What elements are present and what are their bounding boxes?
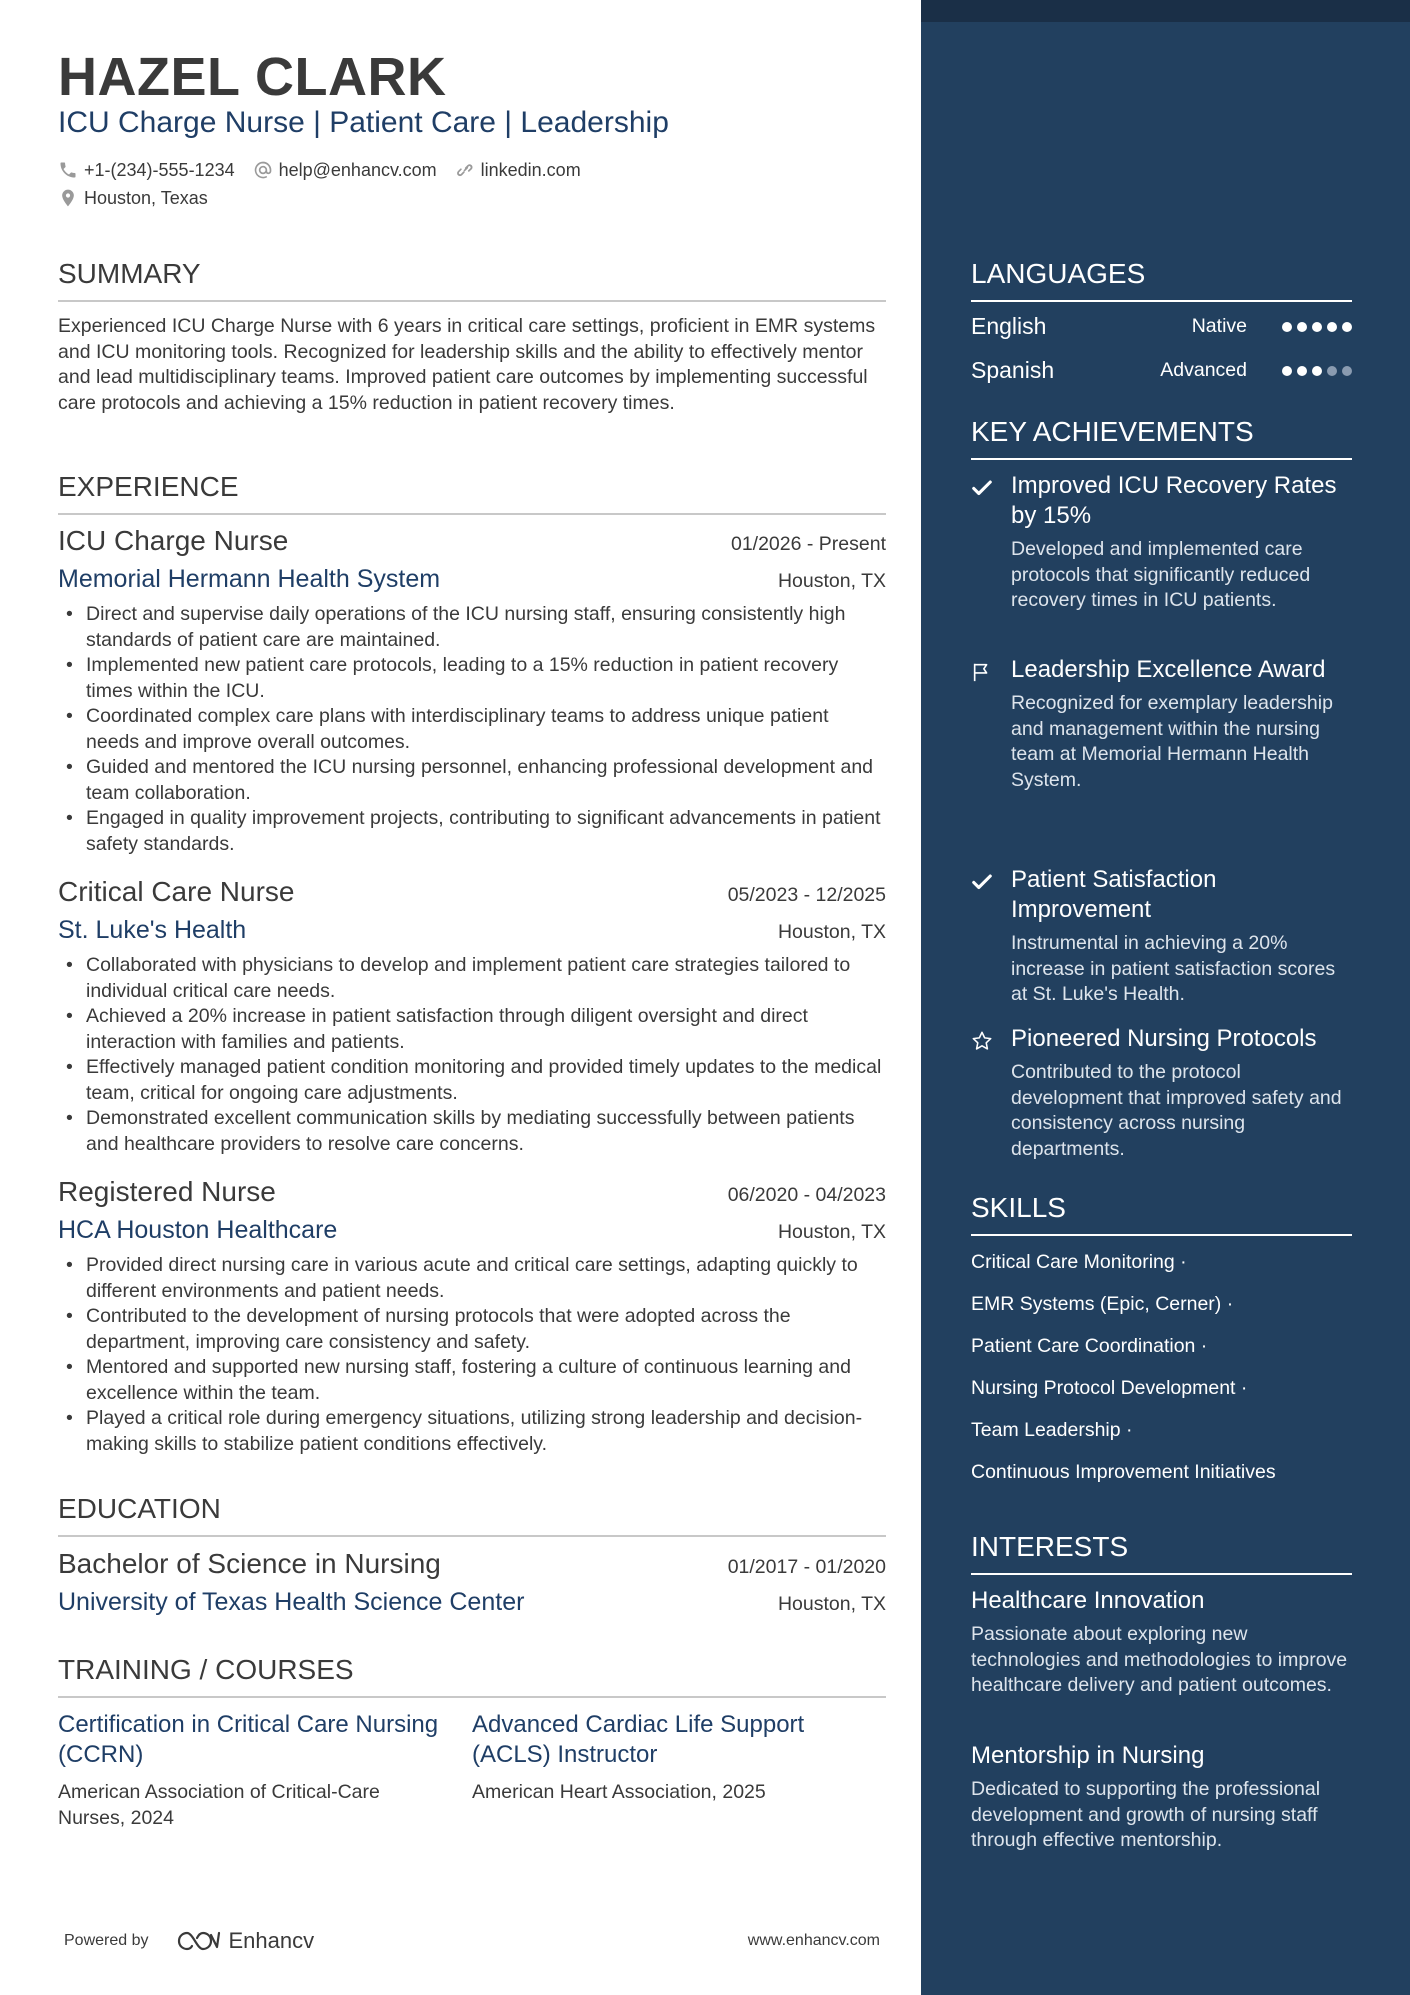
proficiency-dots <box>1277 366 1352 376</box>
sidebar-top-strip <box>921 0 1410 22</box>
flag-icon <box>971 661 993 683</box>
proficiency-dot-filled <box>1327 322 1337 332</box>
achievement-item <box>971 655 1352 793</box>
job-title: ICU Charge Nurse <box>58 525 289 556</box>
location-contact <box>58 188 208 209</box>
school-name: University of Texas Health Science Center <box>58 1588 525 1616</box>
achievement-title: Leadership Excellence Award <box>1011 656 1326 683</box>
job-bullet: • Direct and supervise daily operations of the ICU nursing staff, ensuring consistently high standards of patient care are maintained. <box>58 602 886 653</box>
skill-item: Critical Care Monitoring · <box>971 1251 1187 1273</box>
proficiency-dot-filled <box>1282 322 1292 332</box>
interest-title: Healthcare Innovation <box>971 1587 1205 1614</box>
brand-name: Enhancv <box>228 1928 315 1953</box>
location-text: Houston, Texas <box>84 187 208 208</box>
course-org: American Association of Critical-Care Nurses, 2024 <box>58 1781 380 1829</box>
job-bullet: • Mentored and supported new nursing staff, fostering a culture of continuous learning and excellence within the team. <box>58 1355 886 1406</box>
achievement-title: Improved ICU Recovery Rates by 15% <box>1011 472 1337 529</box>
job-bullet: • Guided and mentored the ICU nursing personnel, enhancing professional development and team collaboration. <box>58 755 886 806</box>
interest-desc: Passionate about exploring new technologies and methodologies to improve healthcare delivery and patient outcomes. <box>971 1623 1348 1696</box>
job-bullets <box>58 602 886 857</box>
job-dates: 01/2026 - Present <box>730 533 886 555</box>
course-org: American Heart Association, 2025 <box>472 1781 766 1803</box>
skill-item: Team Leadership · <box>971 1419 1133 1441</box>
phone-icon <box>58 160 78 180</box>
training-heading: TRAINING / COURSES <box>58 1654 886 1698</box>
achievement-item <box>971 1024 1352 1162</box>
languages-heading: LANGUAGES <box>971 258 1352 302</box>
brand-logo[interactable] <box>175 1928 315 1954</box>
language-level: Native <box>1191 315 1247 337</box>
course-item <box>472 1710 886 1831</box>
job-company: Memorial Hermann Health System <box>58 565 441 593</box>
email-text: help@enhancv.com <box>278 159 437 180</box>
job-title: Registered Nurse <box>58 1176 276 1207</box>
interest-item <box>971 1741 1352 1854</box>
email-contact[interactable] <box>253 160 437 181</box>
phone-contact[interactable] <box>58 160 235 181</box>
proficiency-dot-empty <box>1342 366 1352 376</box>
language-level: Advanced <box>1160 359 1247 381</box>
skill-item: Continuous Improvement Initiatives <box>971 1461 1276 1483</box>
job-bullet: • Engaged in quality improvement projects, contributing to significant advancements in patient safety standards. <box>58 806 886 857</box>
location-pin-icon <box>58 188 78 208</box>
enhancv-logo-icon <box>175 1929 221 1953</box>
sidebar <box>921 0 1410 1995</box>
proficiency-dots <box>1277 322 1352 332</box>
job-entry <box>58 1176 886 1457</box>
star-icon <box>971 1030 993 1052</box>
contact-info <box>58 158 898 214</box>
powered-by-label: Powered by <box>64 1932 149 1949</box>
job-bullet: • Contributed to the development of nursing protocols that were adopted across the department, improving care consistency and safety. <box>58 1304 886 1355</box>
job-bullet: • Collaborated with physicians to develop and implement patient care strategies tailored to individual critical care needs. <box>58 953 886 1004</box>
job-bullet: • Achieved a 20% increase in patient satisfaction through diligent oversight and direct interaction with families and patients. <box>58 1004 886 1055</box>
achievement-desc: Recognized for exemplary leadership and management within the nursing team at Memorial Hermann Health System. <box>1011 692 1333 791</box>
job-company: HCA Houston Healthcare <box>58 1216 338 1244</box>
summary-heading: SUMMARY <box>58 258 886 302</box>
job-location: Houston, TX <box>777 921 886 943</box>
job-company: St. Luke's Health <box>58 916 247 944</box>
language-name: Spanish <box>971 357 1055 383</box>
proficiency-dot-filled <box>1282 366 1292 376</box>
job-bullet: • Played a critical role during emergency situations, utilizing strong leadership and decision-making skills to stabilize patient conditions effectively. <box>58 1406 886 1457</box>
job-location: Houston, TX <box>777 1221 886 1243</box>
job-bullets <box>58 953 886 1157</box>
linkedin-text: linkedin.com <box>480 159 581 180</box>
job-location: Houston, TX <box>777 570 886 592</box>
interest-item <box>971 1586 1352 1699</box>
interest-title: Mentorship in Nursing <box>971 1742 1205 1769</box>
link-icon <box>455 160 475 180</box>
proficiency-dot-filled <box>1297 366 1307 376</box>
job-bullet: • Effectively managed patient condition monitoring and provided timely updates to the medical team, critical for ongoing care adjustments. <box>58 1055 886 1106</box>
job-dates: 06/2020 - 04/2023 <box>727 1184 886 1206</box>
language-item <box>971 357 1352 384</box>
skill-item: Nursing Protocol Development · <box>971 1377 1248 1399</box>
degree-title: Bachelor of Science in Nursing <box>58 1548 441 1579</box>
interests-heading: INTERESTS <box>971 1531 1352 1575</box>
proficiency-dot-filled <box>1312 366 1322 376</box>
proficiency-dot-empty <box>1327 366 1337 376</box>
achievement-title: Pioneered Nursing Protocols <box>1011 1025 1317 1052</box>
achievement-title: Patient Satisfaction Improvement <box>1011 866 1217 923</box>
course-list <box>58 1710 886 1831</box>
job-bullet: • Coordinated complex care plans with interdisciplinary teams to address unique patient needs and improve overall outcomes. <box>58 704 886 755</box>
course-title: Advanced Cardiac Life Support (ACLS) Instructor <box>472 1711 805 1768</box>
skills-list <box>971 1247 1352 1499</box>
course-item <box>58 1710 472 1831</box>
school-location: Houston, TX <box>777 1593 886 1615</box>
skill-item: EMR Systems (Epic, Cerner) · <box>971 1293 1234 1315</box>
proficiency-dot-filled <box>1312 322 1322 332</box>
skills-heading: SKILLS <box>971 1192 1352 1236</box>
check-icon <box>971 477 993 499</box>
achievement-item <box>971 865 1352 1008</box>
linkedin-contact[interactable] <box>455 160 581 181</box>
experience-heading: EXPERIENCE <box>58 471 886 515</box>
check-icon <box>971 871 993 893</box>
course-title: Certification in Critical Care Nursing (CCRN) <box>58 1711 439 1768</box>
job-dates: 05/2023 - 12/2025 <box>727 884 886 906</box>
skill-item: Patient Care Coordination · <box>971 1335 1208 1357</box>
job-entry <box>58 525 886 857</box>
website-link[interactable]: www.enhancv.com <box>747 1932 880 1949</box>
candidate-name: HAZEL CLARK <box>58 47 447 107</box>
education-heading: EDUCATION <box>58 1493 886 1537</box>
achievement-item <box>971 471 1352 614</box>
job-title: Critical Care Nurse <box>58 876 295 907</box>
footer <box>64 1928 880 1954</box>
language-name: English <box>971 313 1047 339</box>
achievement-desc: Developed and implemented care protocols that significantly reduced recovery times in ICU patients. <box>1011 538 1311 611</box>
interest-desc: Dedicated to supporting the professional development and growth of nursing staff through effective mentorship. <box>971 1778 1321 1851</box>
proficiency-dot-filled <box>1297 322 1307 332</box>
phone-text: +1-(234)-555-1234 <box>84 159 235 180</box>
job-bullet: • Provided direct nursing care in various acute and critical care settings, adapting quickly to different environments and patient needs. <box>58 1253 886 1304</box>
achievement-desc: Contributed to the protocol development that improved safety and consistency across nursing departments. <box>1011 1061 1342 1160</box>
achievements-heading: KEY ACHIEVEMENTS <box>971 416 1352 460</box>
education-dates: 01/2017 - 01/2020 <box>727 1556 886 1578</box>
education-entry <box>58 1548 886 1617</box>
achievement-desc: Instrumental in achieving a 20% increase in patient satisfaction scores at St. Luke's Health. <box>1011 932 1336 1005</box>
job-bullets <box>58 1253 886 1457</box>
at-icon <box>253 160 273 180</box>
job-bullet: • Demonstrated excellent communication skills by mediating successfully between patients and healthcare providers to resolve care concerns. <box>58 1106 886 1157</box>
language-item <box>971 313 1352 340</box>
proficiency-dot-filled <box>1342 322 1352 332</box>
job-bullet: • Implemented new patient care protocols, leading to a 15% reduction in patient recovery times within the ICU. <box>58 653 886 704</box>
summary-text: Experienced ICU Charge Nurse with 6 years in critical care settings, proficient in EMR systems and ICU monitoring tools. Recognized for leadership skills and the ability to effectively mentor and lead multidisciplinary teams. Improved patient care outcomes by implementing successful care protocols and achieving a 15% reduction in patient recovery times. <box>58 315 876 414</box>
job-entry <box>58 876 886 1157</box>
headline: ICU Charge Nurse | Patient Care | Leadership <box>58 106 669 139</box>
